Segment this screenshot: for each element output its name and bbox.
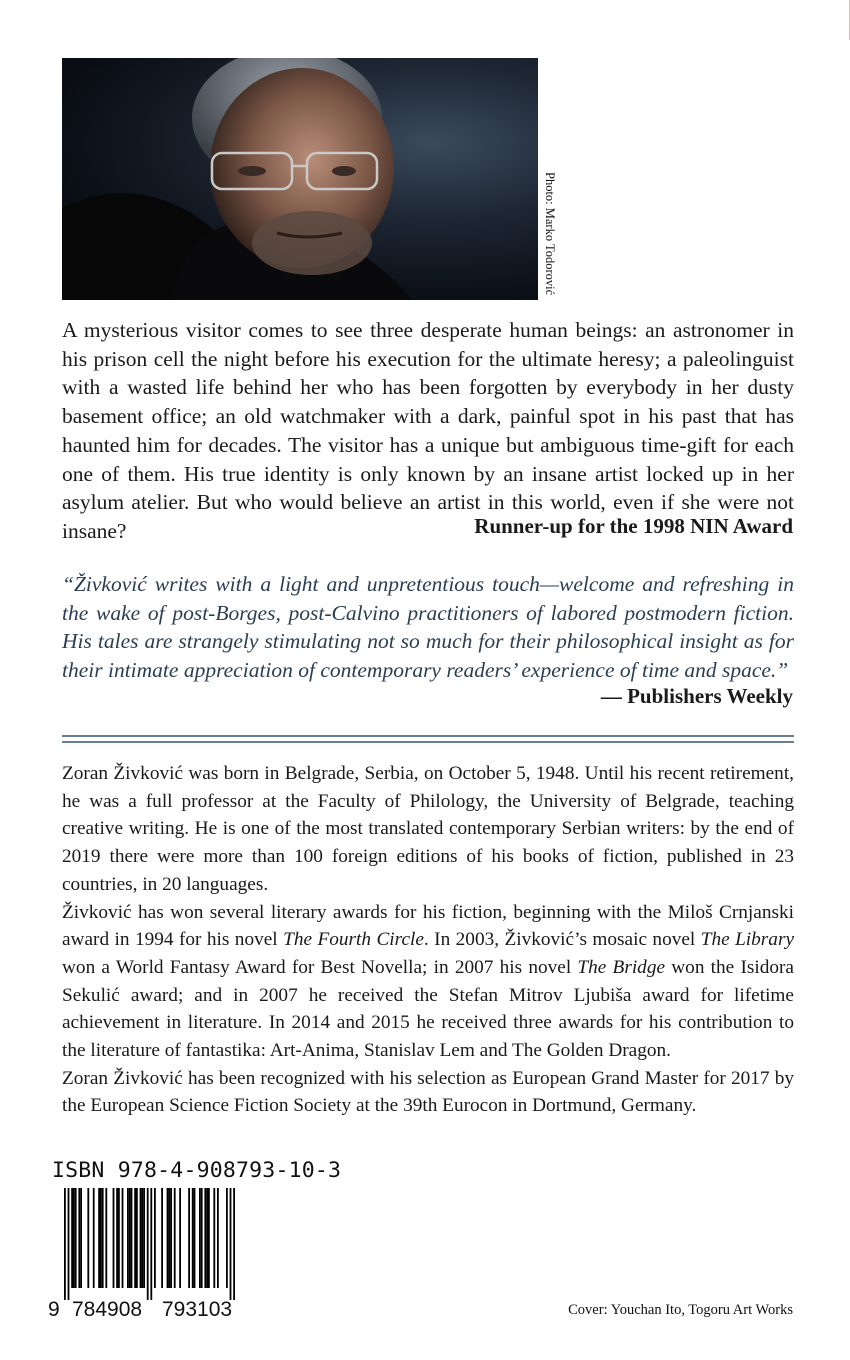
isbn-barcode bbox=[52, 1188, 237, 1300]
barcode-bar bbox=[167, 1188, 169, 1288]
barcode-bar bbox=[116, 1188, 118, 1288]
barcode-bar bbox=[170, 1188, 172, 1288]
barcode-left-digits: 784908 bbox=[72, 1298, 143, 1321]
bio-paragraph: Zoran Živković has been recognized with his selection as European Grand Master for 2017 by the European Science Fiction Society at the 39th Eurocon in Dortmund, Germany. bbox=[62, 1067, 794, 1117]
barcode-bar bbox=[75, 1188, 77, 1288]
barcode-bar bbox=[206, 1188, 208, 1288]
barcode-bar bbox=[71, 1188, 73, 1288]
barcode-bar bbox=[102, 1188, 104, 1288]
barcode-bar bbox=[105, 1188, 107, 1288]
barcode-bar bbox=[208, 1188, 210, 1288]
photo-credit: Photo: Marko Todorović bbox=[543, 172, 557, 296]
barcode-bar bbox=[213, 1188, 215, 1288]
divider-rule-bottom bbox=[62, 741, 794, 743]
barcode-bar bbox=[140, 1188, 142, 1288]
review-quote: “Živković writes with a light and unpretentious touch—welcome and refreshing in the wake of post-Borges, post-Calvino practitioners of labored postmodern fiction. His tales are strangely stimulating not so much for their philosophical insight as for their intimate appreciation of contemporary readers’ experience of time and space.” bbox=[62, 572, 794, 682]
barcode-bar bbox=[188, 1188, 190, 1288]
barcode-bar bbox=[233, 1188, 235, 1300]
barcode-right-digits: 793103 bbox=[162, 1298, 233, 1321]
barcode-bar bbox=[73, 1188, 75, 1288]
author-photo bbox=[62, 58, 538, 300]
barcode-bar bbox=[64, 1188, 66, 1300]
barcode-bar bbox=[131, 1188, 133, 1288]
barcode-bar bbox=[68, 1188, 70, 1300]
barcode-bar bbox=[199, 1188, 201, 1288]
barcode-bar bbox=[78, 1188, 80, 1288]
barcode-bar bbox=[134, 1188, 136, 1288]
barcode-bar bbox=[194, 1188, 196, 1288]
barcode-bar bbox=[179, 1188, 181, 1288]
barcode-first-digit: 9 bbox=[48, 1298, 60, 1321]
barcode-bar bbox=[226, 1188, 228, 1288]
bio-text: won the Isidora Sekulić award; and in 2007 he received the Stefan Mitrov Ljubiša award for lifetime achievement in literature. In 2014 and 2015 he received three awards for his contribution to the literature of fantastika: Art-Anima, Stanislav Lem and The Golden Dragon. bbox=[62, 956, 794, 1062]
author-bio bbox=[62, 760, 794, 1120]
isbn-label: ISBN 978-4-908793-10-3 bbox=[52, 1158, 342, 1183]
barcode-bar bbox=[204, 1188, 206, 1288]
barcode-bar bbox=[129, 1188, 131, 1288]
barcode-bar bbox=[141, 1188, 143, 1288]
barcode-bar bbox=[201, 1188, 203, 1288]
cover-credit: Cover: Youchan Ito, Togoru Art Works bbox=[568, 1302, 793, 1318]
book-title: The Bridge bbox=[577, 956, 666, 978]
barcode-bar bbox=[174, 1188, 176, 1288]
barcode-bar bbox=[98, 1188, 100, 1288]
barcode-bar bbox=[127, 1188, 129, 1288]
barcode-bar bbox=[80, 1188, 82, 1288]
barcode-bar bbox=[100, 1188, 102, 1288]
review-source: — Publishers Weekly bbox=[600, 684, 793, 708]
barcode-bar bbox=[113, 1188, 115, 1288]
barcode-bar bbox=[93, 1188, 95, 1288]
barcode-bar bbox=[87, 1188, 89, 1288]
barcode-bar bbox=[150, 1188, 152, 1300]
barcode-bar bbox=[122, 1188, 124, 1288]
barcode-bar bbox=[136, 1188, 138, 1288]
divider-rule-top bbox=[62, 735, 794, 737]
bio-text: . In 2003, Živković’s mosaic novel bbox=[423, 929, 701, 951]
barcode-bar bbox=[147, 1188, 149, 1300]
bio-paragraph: Zoran Živković was born in Belgrade, Serbia, on October 5, 1948. Until his recent retirement, he was a full professor at the Faculty of Philology, the University of Belgrade, teaching creative writing. He is one of the most translated contemporary Serbian writers: by the end of 2019 there were more than 100 foreign editions of his books of fiction, published in 23 countries, in 20 languages. bbox=[62, 763, 794, 895]
book-title: The Fourth Circle bbox=[283, 929, 424, 951]
bio-text: won a World Fantasy Award for Best Novella; in 2007 his novel bbox=[62, 956, 578, 978]
book-title: The Library bbox=[700, 929, 795, 951]
barcode-bar bbox=[192, 1188, 194, 1288]
barcode-bar bbox=[217, 1188, 219, 1288]
bio-text: Živković has won several literary awards for his fiction, beginning with the Miloš Crnjanski award in 1994 for his novel bbox=[62, 901, 794, 951]
barcode-bar bbox=[118, 1188, 120, 1288]
barcode-bar bbox=[143, 1188, 145, 1288]
book-blurb: A mysterious visitor comes to see three desperate human beings: an astronomer in his prison cell the night before his execution for the ultimate heresy; a paleolinguist with a wasted life behind her who has been forgotten by everybody in her dusty basement office; an old watchmaker with a dark, painful spot in his past that has haunted him for decades. The visitor has a unique but ambiguous time-gift for each one of them. His true identity is only known by an insane artist locked up in her asylum atelier. But who would believe an artist in this world, even if she were not insane? bbox=[62, 318, 794, 543]
barcode-bar bbox=[230, 1188, 232, 1300]
award-line: Runner-up for the 1998 NIN Award bbox=[474, 514, 793, 538]
barcode-bar bbox=[168, 1188, 170, 1288]
barcode-bar bbox=[161, 1188, 163, 1288]
barcode-bar bbox=[154, 1188, 156, 1288]
bio-paragraph-awards bbox=[62, 899, 794, 1065]
